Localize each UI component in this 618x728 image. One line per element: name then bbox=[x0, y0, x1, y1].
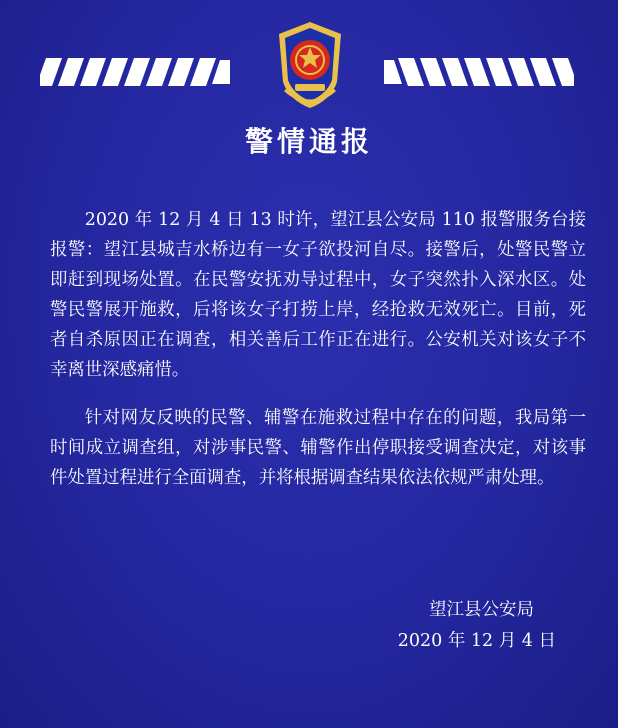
signature-block bbox=[356, 595, 556, 657]
header-banner bbox=[0, 0, 618, 115]
notice-paragraph-2: 针对网友反映的民警、辅警在施救过程中存在的问题，我局第一时间成立调查组，对涉事民警、辅警作出停职接受调查决定，对该事件处置过程进行全面调查，并将根据调查结果依法依规严肃处理。 bbox=[50, 408, 586, 488]
left-wing-icon bbox=[40, 52, 230, 92]
right-wing-icon bbox=[384, 52, 574, 92]
notice-body bbox=[50, 205, 586, 493]
signature-date: 2020 年 12 月 4 日 bbox=[397, 631, 556, 651]
notice-title: 警情通报 bbox=[244, 125, 373, 158]
notice-paragraph-1: 2020 年 12 月 4 日 13 时许，望江县公安局 110 报警服务台接报警：望江县城吉水桥边有一女子欲投河自尽。接警后，处警民警立即赶到现场处置。在民警安抚劝导过程中，女子突然扑入深水区。处警民警展开施救，后将该女子打捞上岸，经抢救无效死亡。目前，死者自杀原因正在调查，相关善后工作正在进行。公安机关对该女子不幸离世深感痛惜。 bbox=[50, 210, 586, 380]
signature-organization: 望江县公安局 bbox=[429, 600, 534, 620]
police-emblem-icon bbox=[271, 20, 349, 110]
